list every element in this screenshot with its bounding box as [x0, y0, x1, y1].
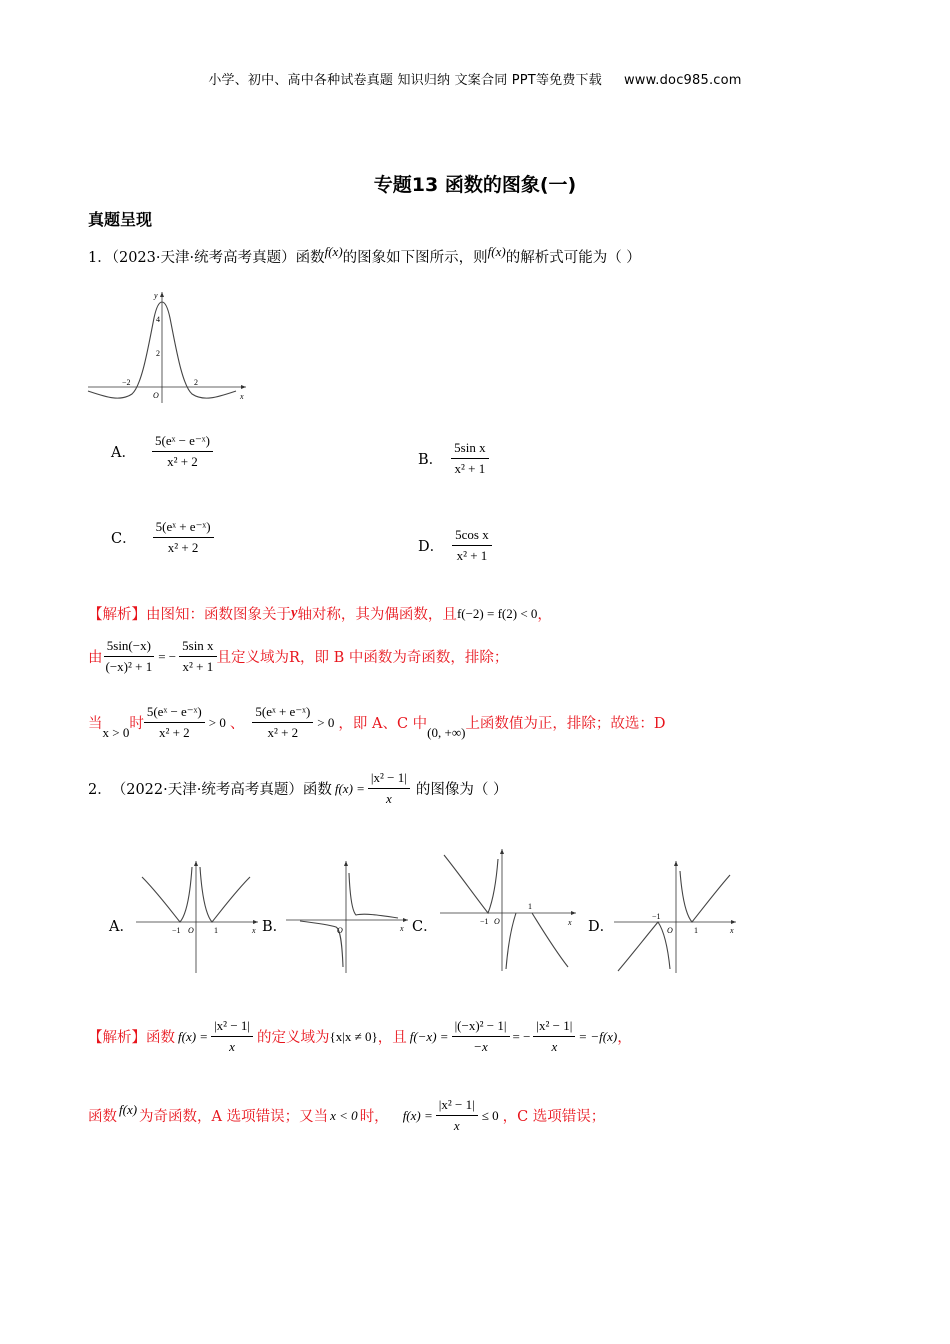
q2-an-frac2: [452, 1018, 510, 1055]
q1-an-frac4-den: x² + 2: [267, 725, 299, 740]
q1-fx-2: f(x): [487, 244, 506, 259]
q2-analysis-line1: [88, 1018, 632, 1055]
q1-an-frac2-num: 5sin x: [179, 638, 216, 657]
q1-tick-2x: 2: [194, 378, 198, 387]
q2-fx-den: x: [386, 791, 392, 806]
q1-an-l3c: 、: [229, 716, 245, 732]
q2b-x-arrow: [403, 918, 408, 922]
q1-option-a-label: A．: [111, 445, 136, 461]
q1-option-c-formula: [153, 519, 214, 556]
q2-an-l2a: 函数: [88, 1109, 117, 1125]
q1-option-d-label: D．: [418, 539, 445, 555]
q1-source: （2023·天津·统考高考真题）函数: [111, 250, 325, 266]
q2-an-l1b: 的定义域为: [257, 1030, 330, 1046]
q1-an-frac2: [179, 638, 216, 675]
q1-an-l3g2: > 0: [317, 714, 335, 730]
q1-analysis-line3: [88, 704, 666, 741]
q1-an-l2b: 且定义域为R，即 B 中函数为奇函数，排除；: [216, 650, 509, 666]
q2-an-l2e: ，C 选项错误；: [502, 1109, 606, 1125]
q2-an-frac4: [436, 1097, 478, 1134]
q1-end: 的解析式可能为（ ）: [505, 250, 641, 266]
q1-tick-neg2: −2: [122, 378, 131, 387]
q1-option-b[interactable]: [418, 440, 489, 477]
q1-x-arrow: [241, 385, 246, 389]
q2-an-l1m2: f(−x) =: [409, 1028, 449, 1044]
q1-an-frac4: [252, 704, 313, 741]
q2-an-l1c: ，且: [377, 1030, 407, 1046]
q2a-p1: 1: [214, 926, 218, 935]
q2-an-frac1-den: x: [229, 1039, 235, 1054]
q2-an-l1m3: = −f(x): [578, 1028, 618, 1044]
q2c-x-arrow: [571, 911, 576, 915]
q1-option-a[interactable]: [111, 433, 213, 470]
q1-an-l1y: y: [291, 605, 298, 621]
q2-an-frac1-num: |x² − 1|: [211, 1018, 253, 1037]
q1-an-l2a: 由: [88, 650, 103, 666]
q1-y-label: y: [154, 291, 158, 300]
q2-label-d[interactable]: D．: [588, 919, 615, 935]
q2-end: 的图像为（ ）: [415, 782, 508, 798]
q2-label-c[interactable]: C．: [412, 919, 438, 935]
q1-an-l1c: ，: [537, 607, 552, 623]
q2a-x-arrow: [253, 920, 258, 924]
q2-graph-b[interactable]: [286, 857, 412, 975]
q2b-x-label: x: [400, 924, 404, 933]
q1-tick-4: 4: [156, 315, 160, 324]
q1-an-l3a: 当: [88, 716, 103, 732]
q1-b-den: x² + 1: [454, 461, 486, 476]
q2-an-frac2-num: |(−x)² − 1|: [452, 1018, 510, 1037]
q2b-curve-right: [349, 873, 398, 918]
q2-fx-frac: [368, 770, 410, 807]
header-url[interactable]: www.doc985.com: [623, 73, 742, 88]
q1-option-c-label: C．: [111, 531, 137, 547]
q1-graph: [86, 288, 250, 404]
q2b-origin: O: [337, 926, 343, 935]
q2-an-frac1: [211, 1018, 253, 1055]
page-header: [0, 69, 950, 88]
q2-an-l1a: 【解析】函数: [88, 1030, 175, 1046]
q2-number: 2．: [88, 782, 112, 798]
q1-an-l1m: f(−2) = f(2) < 0: [456, 605, 538, 621]
q2d-m1: −1: [652, 912, 661, 921]
q2-an-l1eq: = −: [512, 1028, 531, 1044]
q1-stem: [88, 246, 641, 267]
q2-graph-a[interactable]: [136, 857, 262, 975]
q2-an-l2b: 为奇函数，A 选项错误；又当: [139, 1109, 329, 1125]
q1-an-frac2-den: x² + 1: [182, 659, 214, 674]
q1-an-frac3-num: 5(eˣ − e⁻ˣ): [144, 704, 205, 723]
q1-analysis-line1: [88, 603, 552, 624]
page-title: 专题13 函数的图象(一): [373, 174, 577, 196]
q1-option-b-label: B．: [418, 452, 444, 468]
q2c-curve-left: [444, 855, 498, 913]
q2-fx-lhs: f(x) =: [334, 780, 365, 796]
q2a-curve-right: [200, 867, 250, 922]
q2a-x-label: x: [252, 926, 256, 935]
q1-d-den: x² + 1: [456, 548, 488, 563]
q1-c-num: 5(eˣ + e⁻ˣ): [153, 519, 214, 538]
q2d-p1: 1: [694, 926, 698, 935]
q1-an-l3e: 上函数值为正，排除；故选：D: [465, 716, 666, 732]
q1-an-l1b: 轴对称，其为偶函数，且: [297, 607, 457, 623]
q1-tick-2: 2: [156, 349, 160, 358]
q2d-x-label: x: [730, 926, 734, 935]
q2-an-frac3-den: x: [551, 1039, 558, 1054]
q2-label-a[interactable]: A．: [109, 919, 134, 935]
q2-an-l1m: f(x) =: [178, 1028, 209, 1044]
q2-an-l2c: 时，: [359, 1109, 389, 1125]
q2-an-frac3: [533, 1018, 575, 1055]
q1-a-num: 5(eˣ − e⁻ˣ): [152, 433, 213, 452]
q2c-curve-right-a: [506, 913, 516, 969]
q2-an-l2m2: x < 0: [330, 1107, 358, 1123]
q1-mid: 的图象如下图所示，则: [342, 250, 488, 266]
q1-a-den: x² + 2: [167, 454, 198, 469]
q1-an-l3g1: > 0: [208, 714, 226, 730]
q2-an-l1e: ，: [617, 1030, 632, 1046]
q2d-curve-left: [618, 922, 670, 971]
q1-option-d-formula: [452, 527, 492, 564]
q2-label-b[interactable]: B．: [262, 919, 288, 935]
q2d-x-arrow: [731, 920, 736, 924]
q1-an-frac1-den: (−x)² + 1: [105, 659, 153, 674]
q2-stem: [88, 770, 507, 807]
q2-graph-d[interactable]: [614, 857, 740, 975]
q1-origin: O: [153, 391, 159, 400]
q1-number: 1．: [88, 250, 112, 266]
q1-an-l3m1: x > 0: [102, 724, 130, 740]
q1-an-frac4-num: 5(eˣ + e⁻ˣ): [252, 704, 313, 723]
q2c-curve-right-b: [532, 913, 568, 967]
q1-c-den: x² + 2: [167, 540, 199, 555]
q1-an-frac3-den: x² + 2: [158, 725, 190, 740]
q2-an-frac3-num: |x² − 1|: [533, 1018, 575, 1037]
q1-an-frac3: [144, 704, 205, 741]
q1-x-label: x: [240, 392, 244, 401]
q1-option-a-formula: [152, 433, 213, 470]
q2c-m1: −1: [480, 917, 489, 926]
q1-d-num: 5cos x: [452, 527, 492, 546]
q1-an-eq: = −: [158, 648, 177, 664]
q2-an-l1set: {x|x ≠ 0}: [329, 1028, 378, 1044]
header-text: 小学、初中、高中各种试卷真题 知识归纳 文案合同 PPT等免费下载: [208, 73, 602, 88]
q2b-y-arrow: [344, 861, 348, 866]
q2c-y-arrow: [500, 849, 504, 854]
q2-an-l2m3: f(x) =: [402, 1107, 433, 1123]
q2-graph-c[interactable]: [440, 845, 580, 973]
q1-option-b-formula: [451, 440, 488, 477]
q2a-m1: −1: [172, 926, 181, 935]
q1-an-l3d: ，即 A、C 中: [338, 716, 428, 732]
q1-y-arrow: [160, 292, 164, 297]
q2a-curve-left: [142, 867, 192, 922]
q1-b-num: 5sin x: [451, 440, 488, 459]
q2-fx-num: |x² − 1|: [368, 770, 410, 789]
q1-an-l3b: 时: [129, 716, 144, 732]
q2d-origin: O: [667, 926, 673, 935]
q2-an-l2le: ≤ 0: [481, 1107, 499, 1123]
q2c-x-label: x: [568, 918, 572, 927]
q2-an-frac4-num: |x² − 1|: [436, 1097, 478, 1116]
q1-an-l1a: 【解析】由图知：函数图象关于: [88, 607, 291, 623]
q2c-origin: O: [494, 917, 500, 926]
q2-source: （2022·天津·统考高考真题）函数: [111, 782, 332, 798]
q2-an-l2m: f(x): [119, 1101, 138, 1117]
q1-an-frac1-num: 5sin(−x): [104, 638, 154, 657]
section-heading: 真题呈现: [88, 210, 153, 229]
q2a-origin: O: [188, 926, 194, 935]
q2-an-frac4-den: x: [453, 1118, 460, 1133]
q1-option-d[interactable]: [418, 527, 492, 564]
q2d-curve-right: [680, 871, 730, 922]
q2-analysis-line2: [88, 1097, 605, 1134]
q2d-y-arrow: [674, 861, 678, 866]
q1-analysis-line2: [88, 638, 508, 675]
q1-option-c[interactable]: [111, 519, 214, 556]
q2c-p1: 1: [528, 902, 532, 911]
q2a-y-arrow: [194, 861, 198, 866]
q1-an-frac1: [103, 638, 156, 675]
q1-an-l3m2: (0, +∞): [427, 724, 466, 740]
q1-fx: f(x): [324, 244, 343, 259]
q2-an-frac2-den: −x: [473, 1039, 488, 1054]
